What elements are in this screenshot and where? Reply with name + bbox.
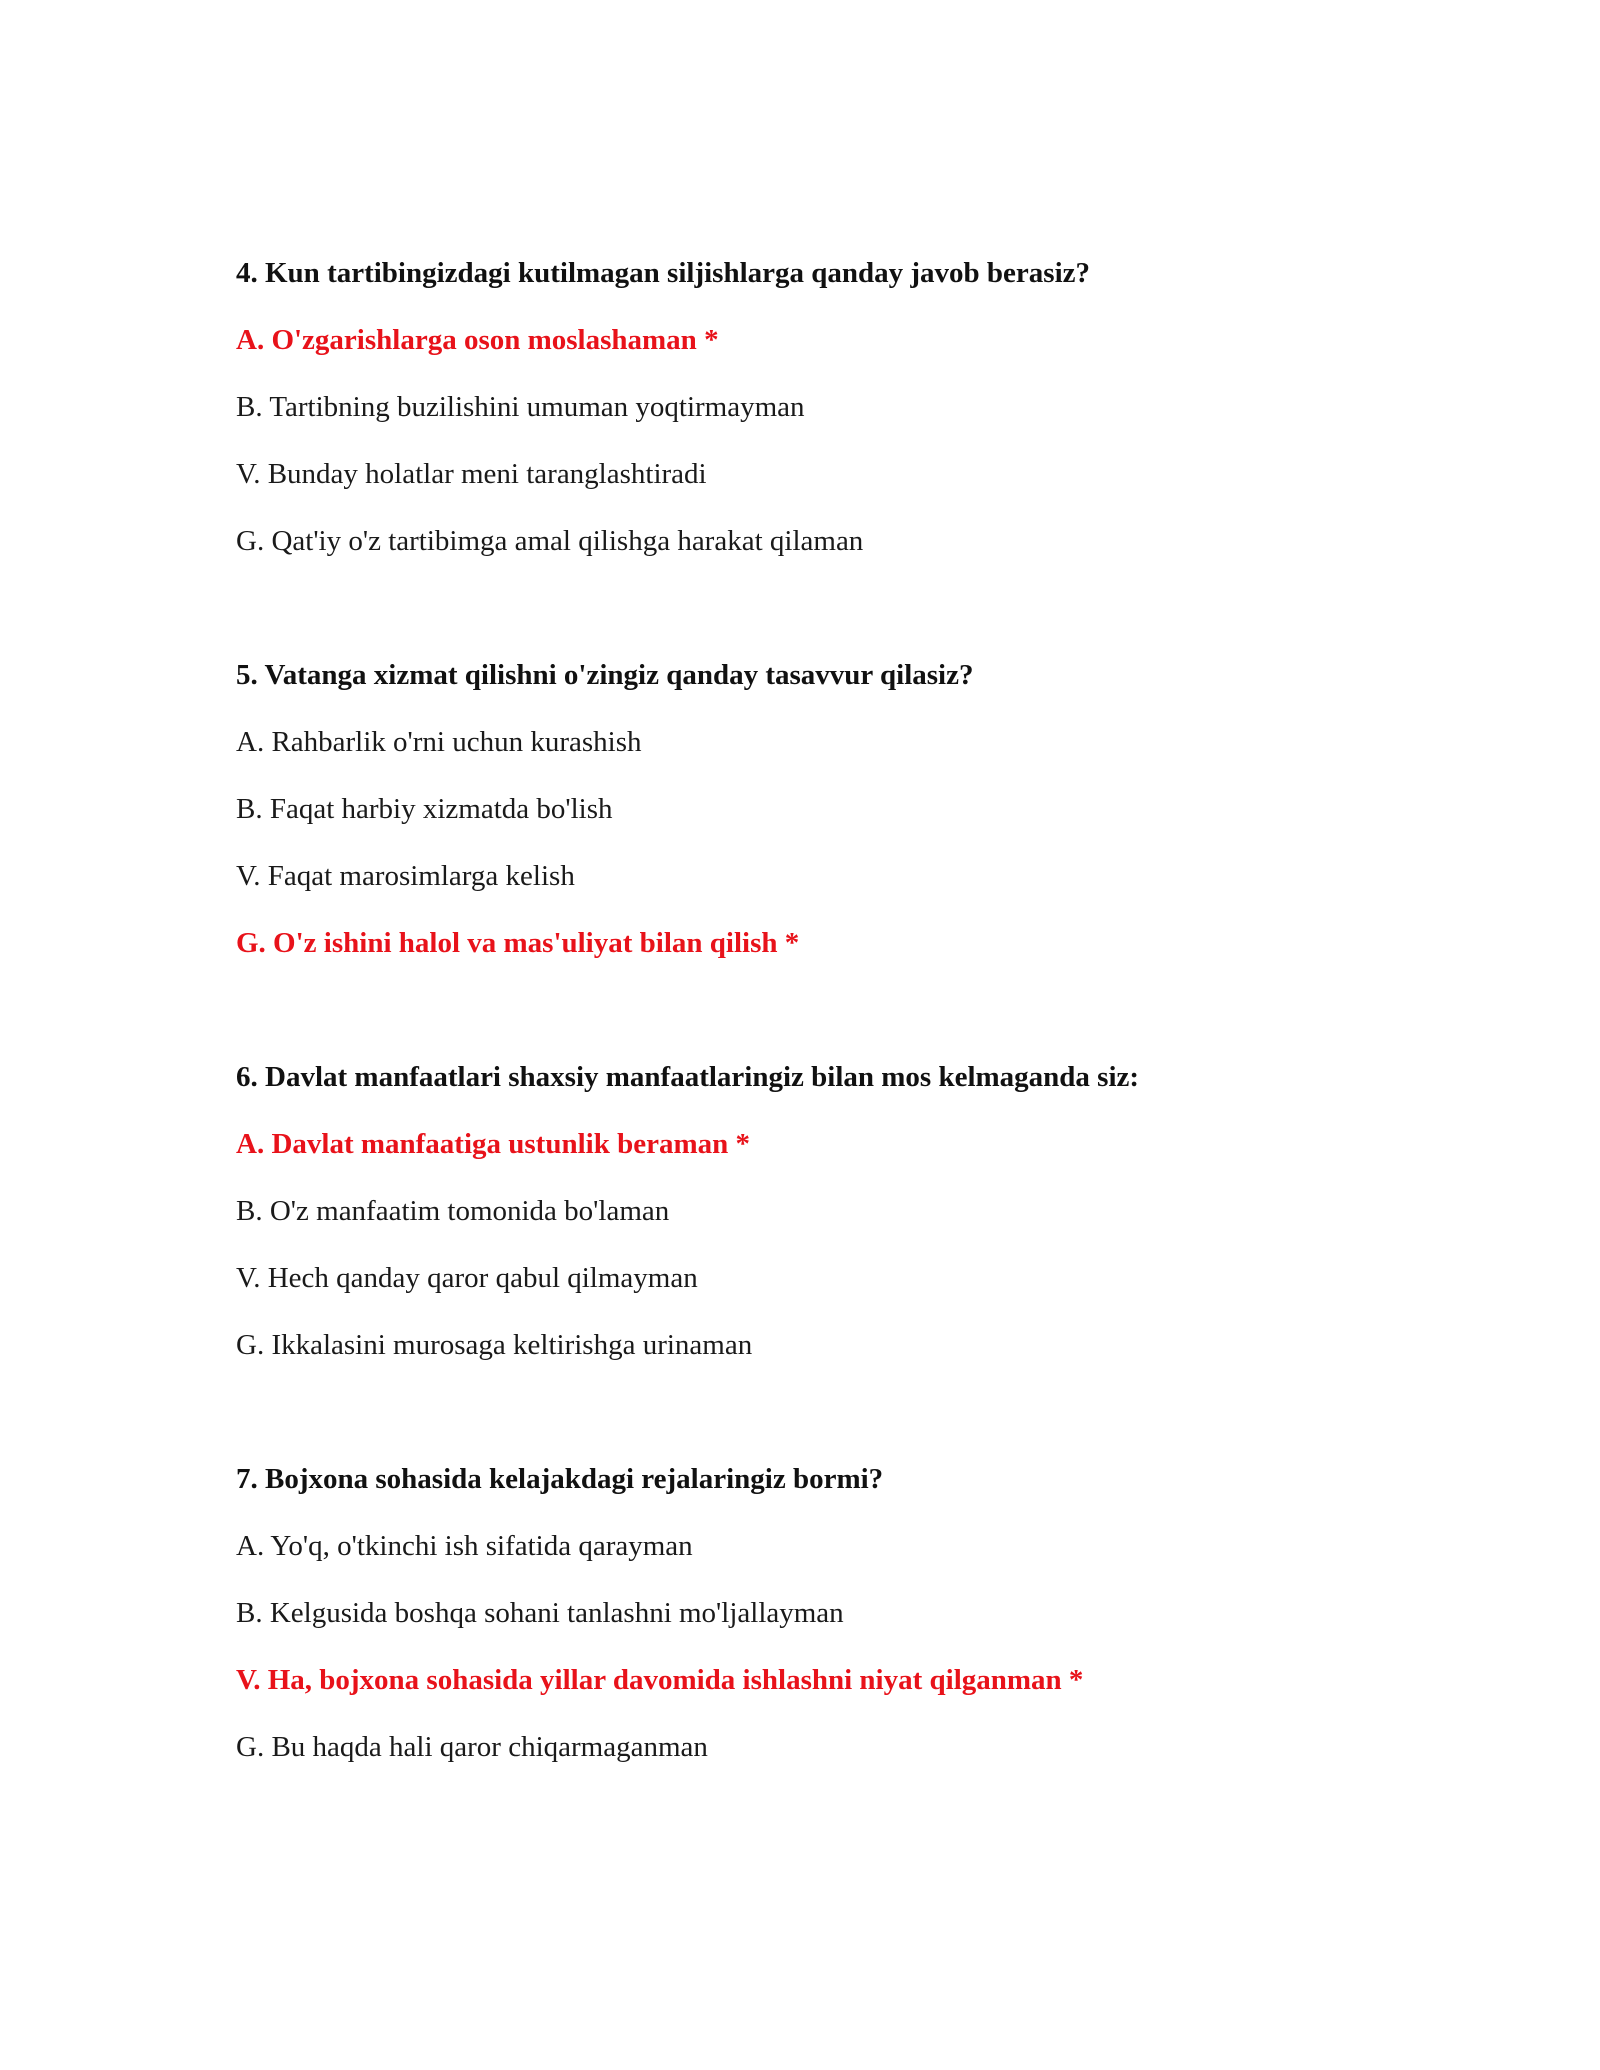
question-title: 7. Bojxona sohasida kelajakdagi rejalaringiz bormi? — [236, 1463, 884, 1495]
answer-option-g: G. Bu haqda hali qaror chiqarmaganman — [236, 1731, 708, 1763]
answer-option-v: V. Ha, bojxona sohasida yillar davomida ishlashni niyat qilganman * — [236, 1664, 1084, 1696]
question-title: 5. Vatanga xizmat qilishni o'zingiz qanday tasavvur qilasiz? — [236, 659, 974, 691]
answer-option-b: B. O'z manfaatim tomonida bo'laman — [236, 1195, 670, 1227]
answer-option-b: B. Faqat harbiy xizmatda bo'lish — [236, 793, 613, 825]
answer-option-b: B. Tartibning buzilishini umuman yoqtirmayman — [236, 391, 805, 423]
answer-option-b: B. Kelgusida boshqa sohani tanlashni mo'ljallayman — [236, 1597, 844, 1629]
answer-option-g: G. O'z ishini halol va mas'uliyat bilan qilish * — [236, 927, 800, 959]
answer-option-a: A. Yo'q, o'tkinchi ish sifatida qarayman — [236, 1530, 693, 1562]
answer-option-v: V. Hech qanday qaror qabul qilmayman — [236, 1262, 698, 1294]
question-title: 6. Davlat manfaatlari shaxsiy manfaatlaringiz bilan mos kelmaganda siz: — [236, 1061, 1140, 1093]
answer-option-g: G. Qat'iy o'z tartibimga amal qilishga harakat qilaman — [236, 525, 864, 557]
answer-option-v: V. Faqat marosimlarga kelish — [236, 860, 575, 892]
answer-option-v: V. Bunday holatlar meni taranglashtiradi — [236, 458, 707, 490]
question-4 — [236, 256, 1436, 591]
answer-option-g: G. Ikkalasini murosaga keltirishga urinaman — [236, 1329, 753, 1361]
answer-option-a: A. Davlat manfaatiga ustunlik beraman * — [236, 1128, 750, 1160]
question-title: 4. Kun tartibingizdagi kutilmagan siljishlarga qanday javob berasiz? — [236, 257, 1091, 289]
question-6 — [236, 1060, 1436, 1395]
answer-option-a: A. O'zgarishlarga oson moslashaman * — [236, 324, 719, 356]
question-5 — [236, 658, 1436, 993]
question-7 — [236, 1462, 1436, 1797]
answer-option-a: A. Rahbarlik o'rni uchun kurashish — [236, 726, 642, 758]
